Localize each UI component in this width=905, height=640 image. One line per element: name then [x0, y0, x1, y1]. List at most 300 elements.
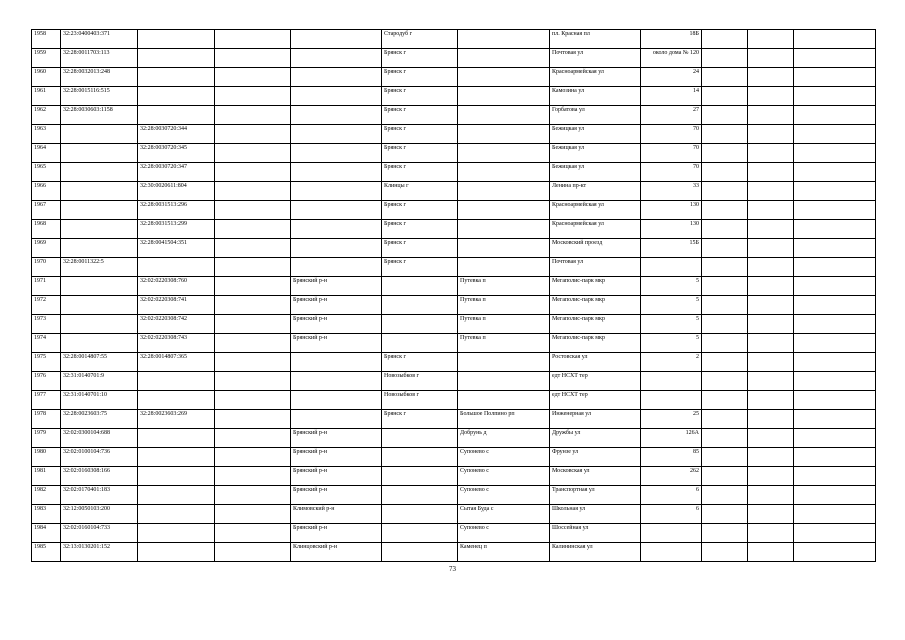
cadastral-number-building: 32:28:0030720:344 [138, 125, 215, 144]
city-cell: Брянск г [382, 353, 458, 372]
district-cell [291, 220, 382, 239]
empty-cell [215, 182, 291, 201]
empty-cell [215, 353, 291, 372]
empty-cell [794, 68, 876, 87]
cadastral-number-building [138, 30, 215, 49]
settlement-cell: Супонево с [458, 467, 550, 486]
empty-cell [794, 277, 876, 296]
row-number: 1979 [32, 429, 61, 448]
table-row [32, 125, 876, 144]
cadastral-number-land: 32:02:0160308:166 [61, 467, 138, 486]
settlement-cell [458, 49, 550, 68]
house-cell: 70 [641, 144, 702, 163]
empty-cell [794, 163, 876, 182]
cadastral-number-land: 32:23:0400403:371 [61, 30, 138, 49]
empty-cell [215, 106, 291, 125]
cadastral-number-building: 32:28:0031513:296 [138, 201, 215, 220]
street-cell: Бежицкая ул [550, 144, 641, 163]
cadastral-number-land [61, 163, 138, 182]
empty-cell [702, 524, 748, 543]
street-cell: Горбатова ул [550, 106, 641, 125]
empty-cell [215, 429, 291, 448]
empty-cell [748, 353, 794, 372]
city-cell: Стародуб г [382, 30, 458, 49]
empty-cell [748, 524, 794, 543]
table-row [32, 429, 876, 448]
city-cell: Брянск г [382, 87, 458, 106]
table-row [32, 144, 876, 163]
city-cell [382, 505, 458, 524]
empty-cell [702, 68, 748, 87]
table-row [32, 182, 876, 201]
cadastral-number-land: 32:12:0050103:200 [61, 505, 138, 524]
house-cell: 6 [641, 486, 702, 505]
cadastral-number-land [61, 296, 138, 315]
city-cell [382, 486, 458, 505]
empty-cell [748, 448, 794, 467]
cadastral-number-building [138, 258, 215, 277]
page-number: 73 [449, 565, 456, 573]
house-cell: 126А [641, 429, 702, 448]
district-cell: Брянский р-н [291, 524, 382, 543]
empty-cell [215, 163, 291, 182]
row-number: 1983 [32, 505, 61, 524]
street-cell: Инженерная ул [550, 410, 641, 429]
empty-cell [215, 49, 291, 68]
empty-cell [794, 87, 876, 106]
empty-cell [702, 334, 748, 353]
cadastral-number-land: 32:28:0023603:75 [61, 410, 138, 429]
city-cell: Брянск г [382, 201, 458, 220]
street-cell: Шоссейная ул [550, 524, 641, 543]
empty-cell [702, 391, 748, 410]
house-cell [641, 543, 702, 562]
cadastral-number-land: 32:28:0015116:515 [61, 87, 138, 106]
city-cell [382, 467, 458, 486]
empty-cell [748, 410, 794, 429]
row-number: 1982 [32, 486, 61, 505]
house-cell: 15Б [641, 239, 702, 258]
table-row [32, 87, 876, 106]
empty-cell [702, 277, 748, 296]
table-row [32, 68, 876, 87]
cadastral-number-land: 32:28:0032013:248 [61, 68, 138, 87]
street-cell: Почтовая ул [550, 49, 641, 68]
city-cell: Брянск г [382, 410, 458, 429]
empty-cell [702, 258, 748, 277]
empty-cell [748, 258, 794, 277]
district-cell: Брянский р-н [291, 315, 382, 334]
empty-cell [748, 505, 794, 524]
empty-cell [748, 467, 794, 486]
district-cell [291, 182, 382, 201]
empty-cell [702, 87, 748, 106]
empty-cell [215, 410, 291, 429]
empty-cell [702, 163, 748, 182]
street-cell: Ростовская ул [550, 353, 641, 372]
cadastral-number-land [61, 125, 138, 144]
empty-cell [794, 49, 876, 68]
empty-cell [215, 315, 291, 334]
house-cell: около дома № 120 [641, 49, 702, 68]
street-cell: Мегаполис-парк мкр [550, 277, 641, 296]
house-cell: 262 [641, 467, 702, 486]
row-number: 1985 [32, 543, 61, 562]
empty-cell [702, 315, 748, 334]
empty-cell [794, 505, 876, 524]
empty-cell [794, 448, 876, 467]
cadastral-number-land: 32:28:0011322:5 [61, 258, 138, 277]
district-cell [291, 30, 382, 49]
empty-cell [748, 182, 794, 201]
empty-cell [215, 125, 291, 144]
street-cell: Почтовая ул [550, 258, 641, 277]
empty-cell [215, 30, 291, 49]
empty-cell [215, 68, 291, 87]
district-cell: Клинцовский р-н [291, 543, 382, 562]
settlement-cell: Путевка п [458, 296, 550, 315]
empty-cell [748, 429, 794, 448]
settlement-cell [458, 163, 550, 182]
district-cell: Брянский р-н [291, 486, 382, 505]
city-cell: Брянск г [382, 106, 458, 125]
empty-cell [748, 391, 794, 410]
empty-cell [794, 334, 876, 353]
empty-cell [794, 296, 876, 315]
empty-cell [794, 372, 876, 391]
city-cell: Брянск г [382, 220, 458, 239]
house-cell: 85 [641, 448, 702, 467]
street-cell: Мегаполис-парк мкр [550, 315, 641, 334]
empty-cell [702, 486, 748, 505]
house-cell: 70 [641, 163, 702, 182]
settlement-cell [458, 182, 550, 201]
empty-cell [794, 125, 876, 144]
street-cell: едт НСХТ тер [550, 391, 641, 410]
empty-cell [215, 372, 291, 391]
empty-cell [794, 258, 876, 277]
street-cell: Мегаполис-парк мкр [550, 296, 641, 315]
settlement-cell: Супонево с [458, 486, 550, 505]
street-cell: едт НСХТ тер [550, 372, 641, 391]
row-number: 1977 [32, 391, 61, 410]
cadastral-number-land: 32:02:0160104:733 [61, 524, 138, 543]
district-cell [291, 49, 382, 68]
settlement-cell [458, 106, 550, 125]
empty-cell [748, 125, 794, 144]
empty-cell [215, 467, 291, 486]
empty-cell [215, 87, 291, 106]
cadastral-number-building: 32:28:0030720:345 [138, 144, 215, 163]
house-cell: 5 [641, 296, 702, 315]
table-row [32, 543, 876, 562]
table-row [32, 315, 876, 334]
city-cell [382, 448, 458, 467]
district-cell [291, 391, 382, 410]
street-cell: Камозина ул [550, 87, 641, 106]
district-cell [291, 410, 382, 429]
empty-cell [702, 296, 748, 315]
cadastral-number-building [138, 467, 215, 486]
empty-cell [794, 410, 876, 429]
cadastral-number-land [61, 201, 138, 220]
row-number: 1978 [32, 410, 61, 429]
settlement-cell [458, 239, 550, 258]
cadastral-number-building: 32:02:0220308:741 [138, 296, 215, 315]
cadastral-number-land [61, 220, 138, 239]
table-row [32, 448, 876, 467]
table-row [32, 296, 876, 315]
cadastral-number-land [61, 182, 138, 201]
row-number: 1968 [32, 220, 61, 239]
cadastral-number-land: 32:28:0030603:1158 [61, 106, 138, 125]
row-number: 1975 [32, 353, 61, 372]
table-row [32, 505, 876, 524]
empty-cell [702, 467, 748, 486]
city-cell: Новозыбков г [382, 391, 458, 410]
settlement-cell [458, 144, 550, 163]
table-row [32, 258, 876, 277]
table-row [32, 524, 876, 543]
table-body [32, 30, 876, 562]
cadastral-number-building [138, 448, 215, 467]
city-cell: Брянск г [382, 144, 458, 163]
house-cell: 6 [641, 505, 702, 524]
registry-table [31, 29, 876, 562]
settlement-cell: Добрунь д [458, 429, 550, 448]
settlement-cell [458, 372, 550, 391]
cadastral-number-land [61, 315, 138, 334]
empty-cell [215, 524, 291, 543]
district-cell: Брянский р-н [291, 429, 382, 448]
empty-cell [794, 239, 876, 258]
table-row [32, 239, 876, 258]
district-cell: Брянский р-н [291, 334, 382, 353]
row-number: 1962 [32, 106, 61, 125]
empty-cell [215, 543, 291, 562]
empty-cell [794, 315, 876, 334]
settlement-cell [458, 30, 550, 49]
district-cell [291, 87, 382, 106]
empty-cell [215, 505, 291, 524]
settlement-cell: Сытая Буда с [458, 505, 550, 524]
cadastral-number-building: 32:02:0220308:743 [138, 334, 215, 353]
empty-cell [215, 277, 291, 296]
cadastral-number-land: 32:28:0011703:113 [61, 49, 138, 68]
cadastral-number-land [61, 239, 138, 258]
district-cell [291, 239, 382, 258]
house-cell [641, 372, 702, 391]
empty-cell [794, 144, 876, 163]
empty-cell [748, 334, 794, 353]
empty-cell [702, 429, 748, 448]
row-number: 1964 [32, 144, 61, 163]
table-row [32, 201, 876, 220]
table-row [32, 467, 876, 486]
row-number: 1984 [32, 524, 61, 543]
city-cell [382, 429, 458, 448]
settlement-cell [458, 353, 550, 372]
street-cell: Бежицкая ул [550, 163, 641, 182]
city-cell: Брянск г [382, 49, 458, 68]
house-cell: 2 [641, 353, 702, 372]
district-cell [291, 144, 382, 163]
empty-cell [794, 30, 876, 49]
street-cell: Фрунзе ул [550, 448, 641, 467]
district-cell: Брянский р-н [291, 296, 382, 315]
table-row [32, 49, 876, 68]
empty-cell [215, 239, 291, 258]
settlement-cell [458, 201, 550, 220]
house-cell: 5 [641, 334, 702, 353]
street-cell: Московская ул [550, 467, 641, 486]
empty-cell [794, 543, 876, 562]
street-cell: Мегаполис-парк мкр [550, 334, 641, 353]
cadastral-number-building [138, 391, 215, 410]
empty-cell [794, 182, 876, 201]
empty-cell [748, 144, 794, 163]
cadastral-number-land: 32:31:0140701:10 [61, 391, 138, 410]
empty-cell [794, 201, 876, 220]
house-cell: 24 [641, 68, 702, 87]
house-cell: 14 [641, 87, 702, 106]
cadastral-number-building [138, 505, 215, 524]
empty-cell [702, 239, 748, 258]
cadastral-number-building: 32:30:0020611:804 [138, 182, 215, 201]
empty-cell [748, 201, 794, 220]
table-row [32, 486, 876, 505]
empty-cell [748, 87, 794, 106]
settlement-cell: Каменец п [458, 543, 550, 562]
row-number: 1959 [32, 49, 61, 68]
empty-cell [748, 30, 794, 49]
row-number: 1960 [32, 68, 61, 87]
city-cell [382, 524, 458, 543]
row-number: 1974 [32, 334, 61, 353]
empty-cell [702, 182, 748, 201]
row-number: 1969 [32, 239, 61, 258]
street-cell: Красноармейская ул [550, 68, 641, 87]
cadastral-number-building: 32:28:0014807:365 [138, 353, 215, 372]
street-cell: Красноармейская ул [550, 201, 641, 220]
empty-cell [748, 106, 794, 125]
empty-cell [702, 49, 748, 68]
empty-cell [794, 524, 876, 543]
cadastral-number-building [138, 429, 215, 448]
cadastral-number-building [138, 106, 215, 125]
city-cell: Новозыбков г [382, 372, 458, 391]
cadastral-number-land [61, 277, 138, 296]
row-number: 1958 [32, 30, 61, 49]
empty-cell [215, 144, 291, 163]
city-cell [382, 543, 458, 562]
house-cell: 130 [641, 220, 702, 239]
empty-cell [748, 49, 794, 68]
settlement-cell [458, 220, 550, 239]
street-cell: Ленина пр-кт [550, 182, 641, 201]
empty-cell [215, 220, 291, 239]
street-cell: Калининская ул [550, 543, 641, 562]
empty-cell [702, 543, 748, 562]
empty-cell [702, 505, 748, 524]
cadastral-number-land: 32:31:0140701:9 [61, 372, 138, 391]
table-row [32, 391, 876, 410]
empty-cell [702, 125, 748, 144]
street-cell: Красноармейская ул [550, 220, 641, 239]
cadastral-number-land: 32:28:0014807:55 [61, 353, 138, 372]
cadastral-number-building [138, 49, 215, 68]
empty-cell [702, 353, 748, 372]
house-cell: 33 [641, 182, 702, 201]
cadastral-number-building [138, 486, 215, 505]
settlement-cell: Большое Полпино рп [458, 410, 550, 429]
table-row [32, 353, 876, 372]
street-cell: Бежицкая ул [550, 125, 641, 144]
row-number: 1965 [32, 163, 61, 182]
empty-cell [748, 315, 794, 334]
house-cell [641, 524, 702, 543]
district-cell [291, 163, 382, 182]
empty-cell [215, 258, 291, 277]
street-cell: Дружбы ул [550, 429, 641, 448]
cadastral-number-building [138, 87, 215, 106]
house-cell: 70 [641, 125, 702, 144]
house-cell: 25 [641, 410, 702, 429]
street-cell: Транспортная ул [550, 486, 641, 505]
settlement-cell [458, 87, 550, 106]
cadastral-number-land [61, 334, 138, 353]
table-row [32, 334, 876, 353]
city-cell: Брянск г [382, 125, 458, 144]
empty-cell [215, 201, 291, 220]
empty-cell [748, 543, 794, 562]
cadastral-number-building [138, 372, 215, 391]
house-cell [641, 258, 702, 277]
street-cell: пл. Красная пл [550, 30, 641, 49]
empty-cell [748, 486, 794, 505]
empty-cell [215, 486, 291, 505]
cadastral-number-building: 32:28:0031513:299 [138, 220, 215, 239]
cadastral-number-building [138, 68, 215, 87]
row-number: 1967 [32, 201, 61, 220]
district-cell [291, 125, 382, 144]
cadastral-number-building: 32:02:0220308:760 [138, 277, 215, 296]
row-number: 1966 [32, 182, 61, 201]
district-cell [291, 353, 382, 372]
district-cell: Брянский р-н [291, 277, 382, 296]
empty-cell [215, 296, 291, 315]
cadastral-number-building [138, 543, 215, 562]
street-cell: Школьная ул [550, 505, 641, 524]
empty-cell [748, 277, 794, 296]
cadastral-number-building: 32:02:0220308:742 [138, 315, 215, 334]
settlement-cell: Путевка п [458, 334, 550, 353]
empty-cell [702, 220, 748, 239]
city-cell [382, 296, 458, 315]
cadastral-number-land: 32:02:0170401:183 [61, 486, 138, 505]
empty-cell [702, 448, 748, 467]
table-row [32, 372, 876, 391]
row-number: 1963 [32, 125, 61, 144]
row-number: 1973 [32, 315, 61, 334]
settlement-cell: Супонево с [458, 524, 550, 543]
district-cell: Брянский р-н [291, 448, 382, 467]
empty-cell [702, 201, 748, 220]
city-cell [382, 334, 458, 353]
cadastral-number-land: 32:02:0100104:736 [61, 448, 138, 467]
empty-cell [748, 163, 794, 182]
settlement-cell [458, 125, 550, 144]
